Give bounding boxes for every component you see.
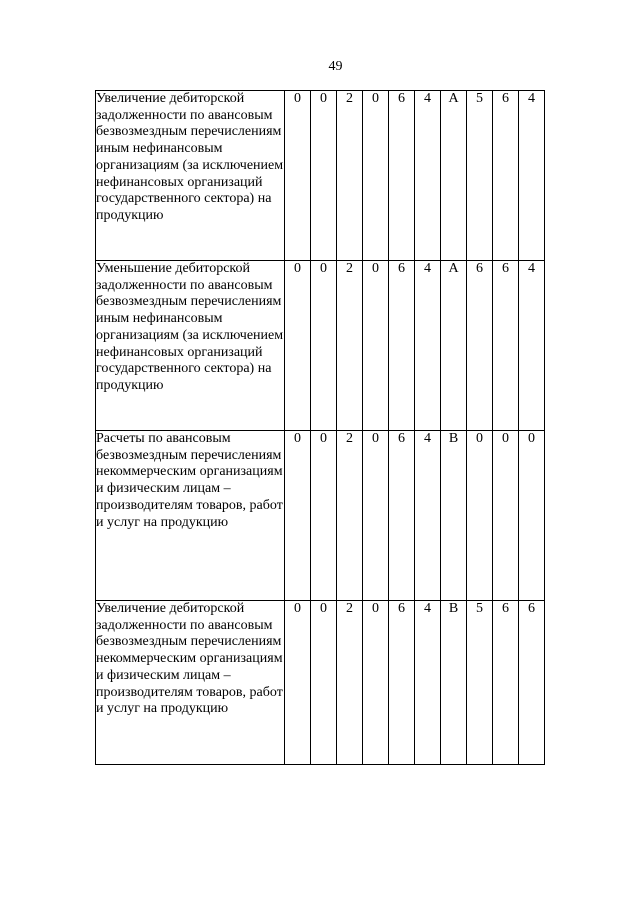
code-digit: 6: [389, 601, 415, 765]
row-description: Расчеты по авансовым безвозмездным перечислениям некоммерческим организациям и физическим лицам – производителям товаров, работ и услуг на продукцию: [96, 431, 285, 601]
table-row: [96, 601, 545, 765]
page-number: 49: [328, 59, 343, 74]
code-digit: 0: [311, 91, 337, 261]
table-row: [96, 261, 545, 431]
row-description: Уменьшение дебиторской задолженности по авансовым безвозмездным перечислениям иным нефинансовым организациям (за исключением нефинансовых организаций государственного сектора) на продукцию: [96, 261, 285, 431]
code-digit: 2: [337, 261, 363, 431]
code-digit: 0: [363, 261, 389, 431]
code-digit: 0: [363, 601, 389, 765]
code-digit: 4: [415, 431, 441, 601]
code-digit: В: [441, 601, 467, 765]
code-digit: 0: [311, 431, 337, 601]
code-digit: 0: [285, 601, 311, 765]
code-digit: 4: [415, 91, 441, 261]
code-digit: 6: [519, 601, 545, 765]
code-digit: А: [441, 91, 467, 261]
code-digit: 4: [415, 601, 441, 765]
code-digit: 0: [311, 261, 337, 431]
code-digit: А: [441, 261, 467, 431]
code-digit: 5: [467, 91, 493, 261]
code-digit: 4: [519, 261, 545, 431]
code-digit: 0: [311, 601, 337, 765]
code-digit: 2: [337, 431, 363, 601]
code-digit: 0: [363, 91, 389, 261]
code-digit: 6: [389, 91, 415, 261]
code-digit: 0: [363, 431, 389, 601]
code-digit: 6: [493, 601, 519, 765]
code-digit: 0: [519, 431, 545, 601]
row-description: Увеличение дебиторской задолженности по авансовым безвозмездным перечислениям некоммерческим организациям и физическим лицам – производителям товаров, работ и услуг на продукцию: [96, 601, 285, 765]
table-row: [96, 431, 545, 601]
code-digit: 0: [493, 431, 519, 601]
code-digit: 0: [285, 91, 311, 261]
code-digit: 4: [415, 261, 441, 431]
code-digit: 0: [467, 431, 493, 601]
code-digit: 6: [493, 91, 519, 261]
code-digit: 6: [467, 261, 493, 431]
code-digit: 2: [337, 601, 363, 765]
code-digit: 6: [389, 261, 415, 431]
code-digit: 0: [285, 431, 311, 601]
code-digit: 4: [519, 91, 545, 261]
code-digit: В: [441, 431, 467, 601]
code-digit: 6: [493, 261, 519, 431]
account-codes-table: [95, 90, 545, 765]
code-digit: 2: [337, 91, 363, 261]
code-digit: 6: [389, 431, 415, 601]
code-digit: 5: [467, 601, 493, 765]
table-row: [96, 91, 545, 261]
code-digit: 0: [285, 261, 311, 431]
row-description: Увеличение дебиторской задолженности по авансовым безвозмездным перечислениям иным нефинансовым организациям (за исключением нефинансовых организаций государственного сектора) на продукцию: [96, 91, 285, 261]
